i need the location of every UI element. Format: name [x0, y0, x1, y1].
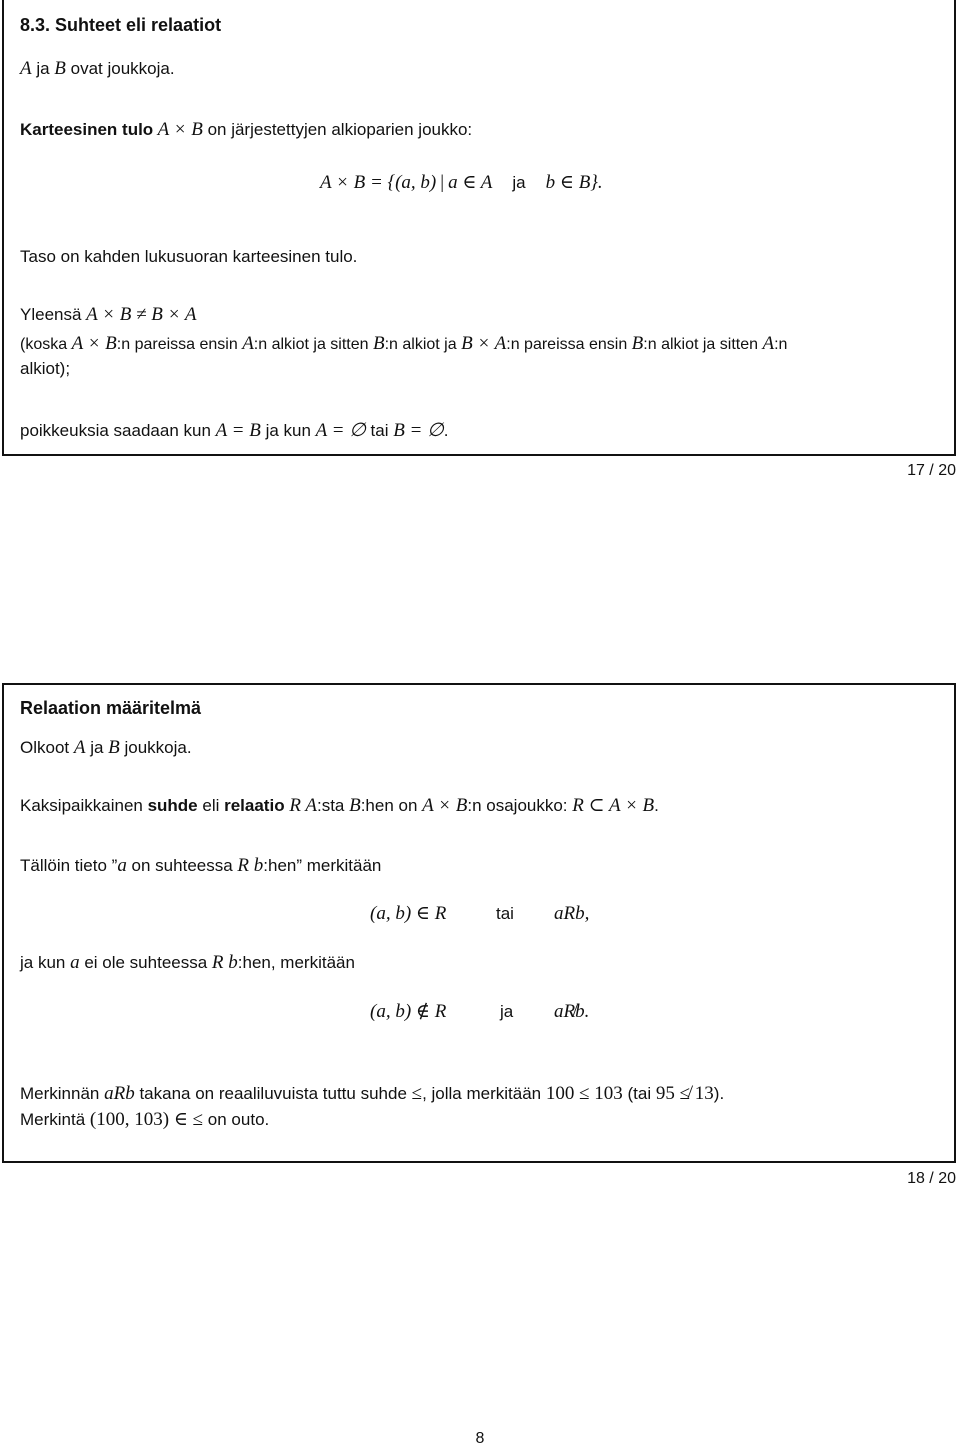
text: tai — [365, 421, 394, 440]
text: :n — [774, 336, 788, 353]
math: 95 ≰ 13 — [655, 1083, 714, 1104]
text: ja — [31, 59, 55, 78]
bold-term: relaatio — [224, 796, 285, 815]
math: A × B — [153, 119, 208, 140]
text: Kaksipaikkainen — [20, 796, 148, 815]
math: A — [242, 333, 254, 354]
text: poikkeuksia saadaan kun — [20, 421, 216, 440]
formula-not-relation: (a, b) ∉ R — [370, 1001, 447, 1022]
formula-connector: tai — [496, 904, 514, 923]
slide-17 — [2, 0, 956, 456]
formula-connector: ja — [500, 1002, 514, 1021]
math: a — [70, 952, 80, 973]
math: a — [117, 855, 127, 876]
math: A × B ≠ B × A — [86, 304, 197, 325]
bold-term: suhde — [147, 796, 198, 815]
math: B = ∅ — [393, 420, 444, 441]
math: A — [73, 737, 86, 758]
math: A — [20, 58, 32, 79]
formula-relation: (a, b) ∈ R — [370, 903, 447, 924]
bold-term: Karteesinen tulo — [20, 120, 154, 139]
text: on outo. — [203, 1110, 270, 1129]
math: ≤ — [411, 1083, 423, 1104]
math: B — [372, 333, 385, 354]
math: B — [631, 333, 644, 354]
text: on järjestettyjen alkioparien joukko: — [207, 120, 473, 139]
slide-title: Relaation määritelmä — [20, 698, 202, 718]
text-line — [20, 855, 381, 877]
text: on suhteessa — [126, 856, 238, 875]
text: :n alkiot ja — [384, 336, 462, 353]
formula-not-relation-infix: aR̸b. — [554, 1001, 590, 1022]
text: (tai — [622, 1084, 656, 1103]
text: (koska — [20, 336, 72, 353]
math: B × A — [461, 333, 507, 354]
text: ja kun — [20, 953, 71, 972]
math: B — [108, 737, 120, 758]
slide-title: 8.3. Suhteet eli relaatiot — [20, 15, 222, 35]
document-page-number: 8 — [475, 1430, 485, 1447]
text-line — [20, 1109, 269, 1131]
text: . — [654, 796, 659, 815]
math: A — [762, 333, 775, 354]
text-line — [20, 119, 472, 141]
math: R b — [211, 952, 238, 973]
math: | — [440, 172, 445, 193]
math: R A — [284, 795, 317, 816]
slide-page-number: 18 / 20 — [907, 1170, 956, 1187]
text: :sta — [316, 796, 350, 815]
text: Olkoot — [20, 738, 74, 757]
text: takana on reaaliluvuista tuttu suhde — [134, 1084, 412, 1103]
text: Yleensä — [20, 305, 87, 324]
math: R ⊂ A × B — [572, 795, 655, 816]
text: :hen, merkitään — [237, 953, 355, 972]
text-line — [20, 1083, 724, 1105]
math: A × B — [422, 795, 468, 816]
slide-page-number: 17 / 20 — [907, 462, 956, 479]
text-line: Taso on kahden lukusuoran karteesinen tulo. — [20, 247, 358, 266]
text: , jolla merkitään — [422, 1084, 546, 1103]
math: A = B — [215, 420, 261, 441]
text: :n osajoukko: — [467, 796, 573, 815]
text-line — [20, 58, 175, 80]
text: :n pareissa ensin — [116, 336, 243, 353]
text: :n pareissa ensin — [506, 336, 632, 353]
slide-18 — [2, 683, 956, 1163]
text: ja kun — [260, 421, 316, 440]
math: A = ∅ — [315, 420, 366, 441]
text: Merkinnän — [20, 1084, 105, 1103]
text: :hen” merkitään — [263, 856, 382, 875]
text: Merkintä — [20, 1110, 90, 1129]
text: ja — [85, 738, 109, 757]
text: ). — [713, 1084, 725, 1103]
text-line — [20, 304, 196, 326]
text-line — [20, 737, 192, 759]
math: 100 ≤ 103 — [545, 1083, 623, 1104]
text-line — [20, 333, 787, 356]
text: :n alkiot ja sitten — [643, 336, 763, 353]
text: . — [443, 421, 449, 440]
math: A × B — [71, 333, 117, 354]
math: B — [54, 58, 66, 79]
formula-cartesian — [320, 172, 603, 194]
text-line: alkiot); — [20, 359, 71, 378]
math: (100, 103) ∈ ≤ — [89, 1109, 204, 1130]
text-line — [20, 795, 659, 817]
text: ja — [512, 173, 526, 192]
text: Tällöin tieto ” — [20, 856, 118, 875]
text: ei ole suhteessa — [79, 953, 212, 972]
text: ovat joukkoja. — [65, 59, 175, 78]
math: A × B = {(a, b) — [320, 172, 437, 193]
text: joukkoja. — [119, 738, 192, 757]
text-line — [20, 952, 355, 974]
text: eli — [197, 796, 225, 815]
math: a ∈ A — [448, 172, 493, 193]
math: R b — [237, 855, 264, 876]
text: :n alkiot ja sitten — [253, 336, 373, 353]
formula-relation-infix: aRb, — [554, 903, 590, 924]
math: B — [349, 795, 361, 816]
math: aRb — [104, 1083, 135, 1104]
text: :hen on — [360, 796, 423, 815]
text-line — [20, 420, 448, 442]
math: b ∈ B}. — [545, 172, 603, 193]
